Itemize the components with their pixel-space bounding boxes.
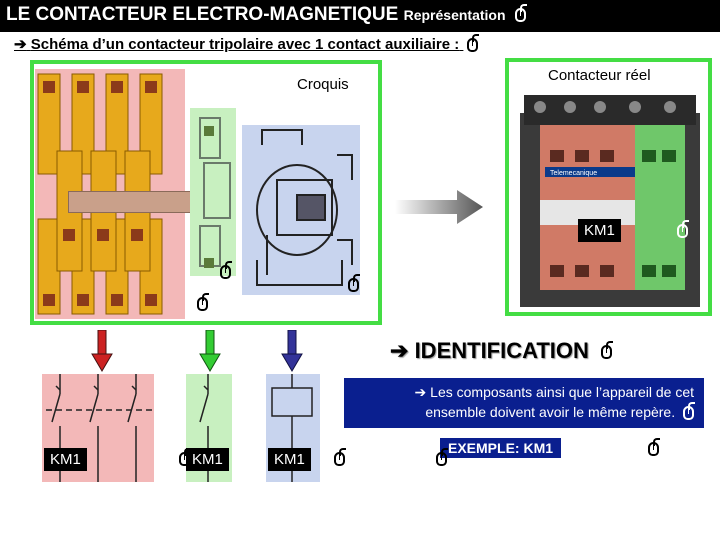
arrow-right-icon: ➔ — [414, 384, 427, 400]
arrow-down-blue-icon — [280, 330, 304, 372]
km1-power-text: KM1 — [50, 451, 81, 468]
mouse-icon[interactable] — [197, 297, 208, 311]
identification-note — [344, 378, 704, 428]
mouse-icon[interactable] — [348, 278, 359, 292]
aux-contact-drawing — [190, 108, 236, 276]
mouse-icon[interactable] — [436, 452, 447, 466]
title-bar — [0, 0, 720, 32]
reel-label: Contacteur réel — [548, 67, 651, 84]
photo-brand: Telemecanique — [550, 170, 598, 177]
km1-coil-text: KM1 — [274, 451, 305, 468]
schema-heading — [14, 35, 478, 53]
coil-sketch — [242, 125, 360, 295]
identification-heading — [390, 338, 612, 364]
coil-drawing — [242, 125, 360, 295]
mouse-icon[interactable] — [515, 8, 526, 22]
mouse-icon[interactable] — [677, 224, 688, 238]
aux-contact-sketch — [190, 108, 236, 276]
mouse-icon[interactable] — [334, 452, 345, 466]
page-title-text: LE CONTACTEUR ELECTRO-MAGNETIQUE — [6, 4, 399, 25]
arrow-right-icon — [395, 190, 485, 224]
arrow-right-icon: ➔ — [14, 36, 27, 53]
mouse-icon[interactable] — [683, 406, 694, 420]
km1-reel-text: KM1 — [584, 222, 615, 239]
example-box — [440, 438, 561, 458]
page-title — [6, 4, 526, 26]
arrow-down-green-icon — [198, 330, 222, 372]
arrow-down-red-icon — [90, 330, 114, 372]
contactor-photo — [520, 95, 700, 307]
example-text: EXEMPLE: KM1 — [448, 440, 554, 456]
page-subtitle-small: Représentation — [403, 7, 506, 23]
croquis-label: Croquis — [297, 76, 349, 93]
identification-text: IDENTIFICATION — [414, 338, 589, 363]
mouse-icon[interactable] — [467, 38, 478, 52]
km1-coil-label — [268, 448, 311, 471]
schema-heading-text: Schéma d’un contacteur tripolaire avec 1 contact auxiliaire : — [30, 36, 460, 53]
arrow-right-icon: ➔ — [390, 338, 409, 363]
identification-note-text: Les composants ainsi que l’appareil de cet ensemble doivent avoir le même repère. — [425, 384, 694, 420]
km1-reel-label — [578, 219, 621, 242]
contactor-photo-drawing — [520, 95, 700, 307]
mouse-icon[interactable] — [601, 345, 612, 359]
km1-power-label — [44, 448, 87, 471]
km1-aux-label — [186, 448, 229, 471]
km1-aux-text: KM1 — [192, 451, 223, 468]
mouse-icon[interactable] — [648, 442, 659, 456]
mouse-icon[interactable] — [220, 265, 231, 279]
